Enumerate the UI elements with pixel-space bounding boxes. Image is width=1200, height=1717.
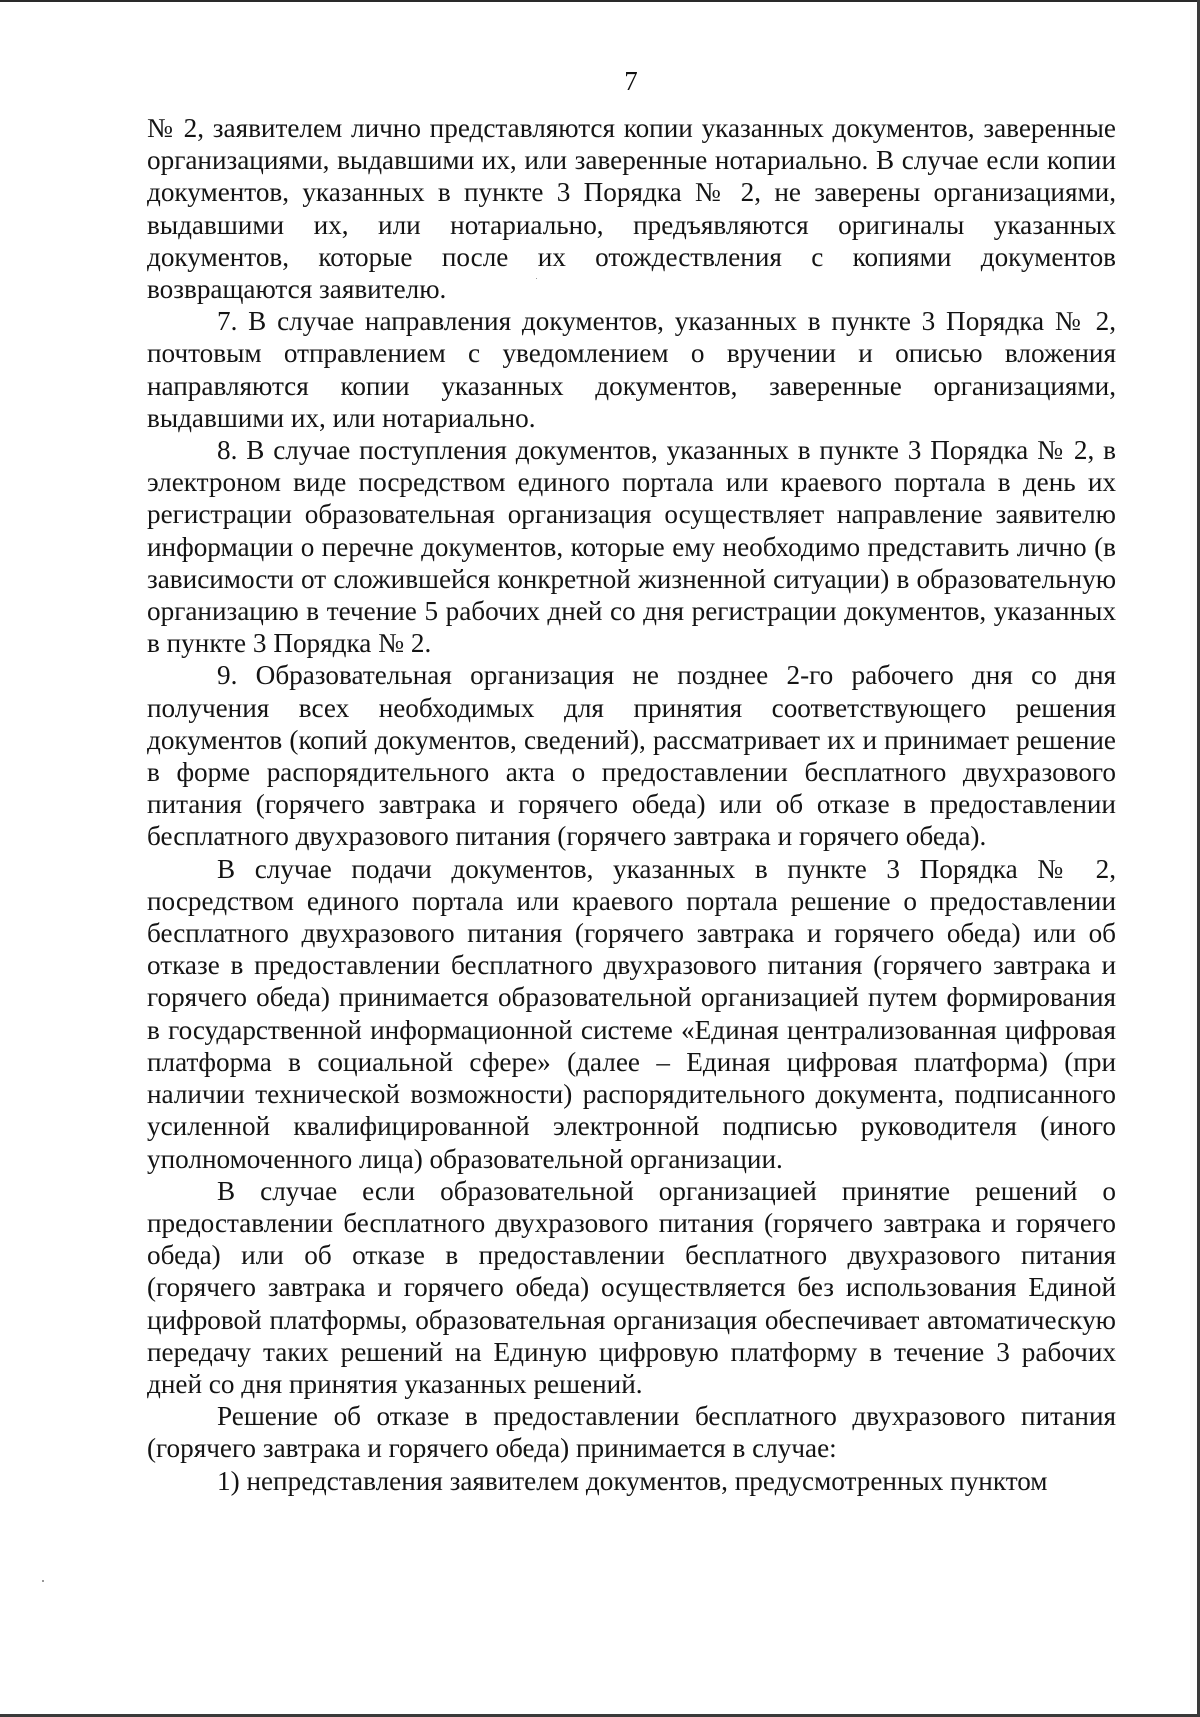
paragraph-continuation: № 2, заявителем лично представляются копии указанных документов, заверенные организациями, выдавшими их, или заверенные нотариально. В случае если копии документов, указанных в пункте 3 Порядка № 2, не заверены организациями, выдавшими их, или нотариально, предъявляются оригиналы указанных документов, которые после их отождествления с копиями документов возвращаются заявителю. (147, 113, 1116, 305)
document-body (147, 112, 1116, 1497)
paragraph-refusal-reason-1: 1) непредставления заявителем документов, предусмотренных пунктом (217, 1465, 1048, 1496)
paragraph-refusal-intro: Решение об отказе в предоставлении бесплатного двухразового питания (горячего завтрака и горячего обеда) принимается в случае: (147, 1401, 1116, 1464)
page-number: 7 (624, 66, 638, 96)
paragraph-item-8: 8. В случае поступления документов, указанных в пункте 3 Порядка № 2, в электроном виде посредством единого портала или краевого портала в день их регистрации образовательная организация осуществляет направление заявителю информации о перечне документов, которые ему необходимо представить лично (в зависимости от сложившейся конкретной жизненной ситуации) в образовательную организацию в течение 5 рабочих дней со дня регистрации документов, указанных в пункте 3 Порядка № 2. (147, 435, 1116, 659)
scan-speck (42, 1580, 44, 1582)
scan-border-top (0, 0, 1200, 2)
scan-speck (536, 278, 537, 279)
paragraph-item-7: 7. В случае направления документов, указанных в пункте 3 Порядка № 2, почтовым отправлением с уведомлением о вручении и описью вложения направляются копии указанных документов, заверенные организациями, выдавшими их, или нотариально. (147, 306, 1116, 433)
paragraph-transfer-decisions: В случае если образовательной организацией принятие решений о предоставлении бесплатного двухразового питания (горячего завтрака и горячего обеда) или об отказе в предоставлении бесплатного двухразового питания (горячего завтрака и горячего обеда) осуществляется без использования Единой цифровой платформы, образовательная организация обеспечивает автоматическую передачу таких решений на Единую цифровую платформу в течение 3 рабочих дней со дня принятия указанных решений. (147, 1175, 1116, 1399)
paragraph-portal-decision: В случае подачи документов, указанных в пункте 3 Порядка № 2, посредством единого портала или краевого портала решение о предоставлении бесплатного двухразового питания (горячего завтрака и горячего обеда) или об отказе в предоставлении бесплатного двухразового питания (горячего завтрака и горячего обеда) принимается образовательной организацией путем формирования в государственной информационной системе «Единая централизованная цифровая платформа в социальной сфере» (далее – Единая цифровая платформа) (при наличии технической возможности) распорядительного документа, подписанного усиленной квалифицированной электронной подписью руководителя (иного уполномоченного лица) образовательной организации. (147, 853, 1116, 1174)
paragraph-item-9: 9. Образовательная организация не позднее 2-го рабочего дня со дня получения всех необходимых для принятия соответствующего решения документов (копий документов, сведений), рассматривает их и принимает решение в форме распорядительного акта о предоставлении бесплатного двухразового питания (горячего завтрака и горячего обеда) или об отказе в предоставлении бесплатного двухразового питания (горячего завтрака и горячего обеда). (147, 660, 1116, 852)
